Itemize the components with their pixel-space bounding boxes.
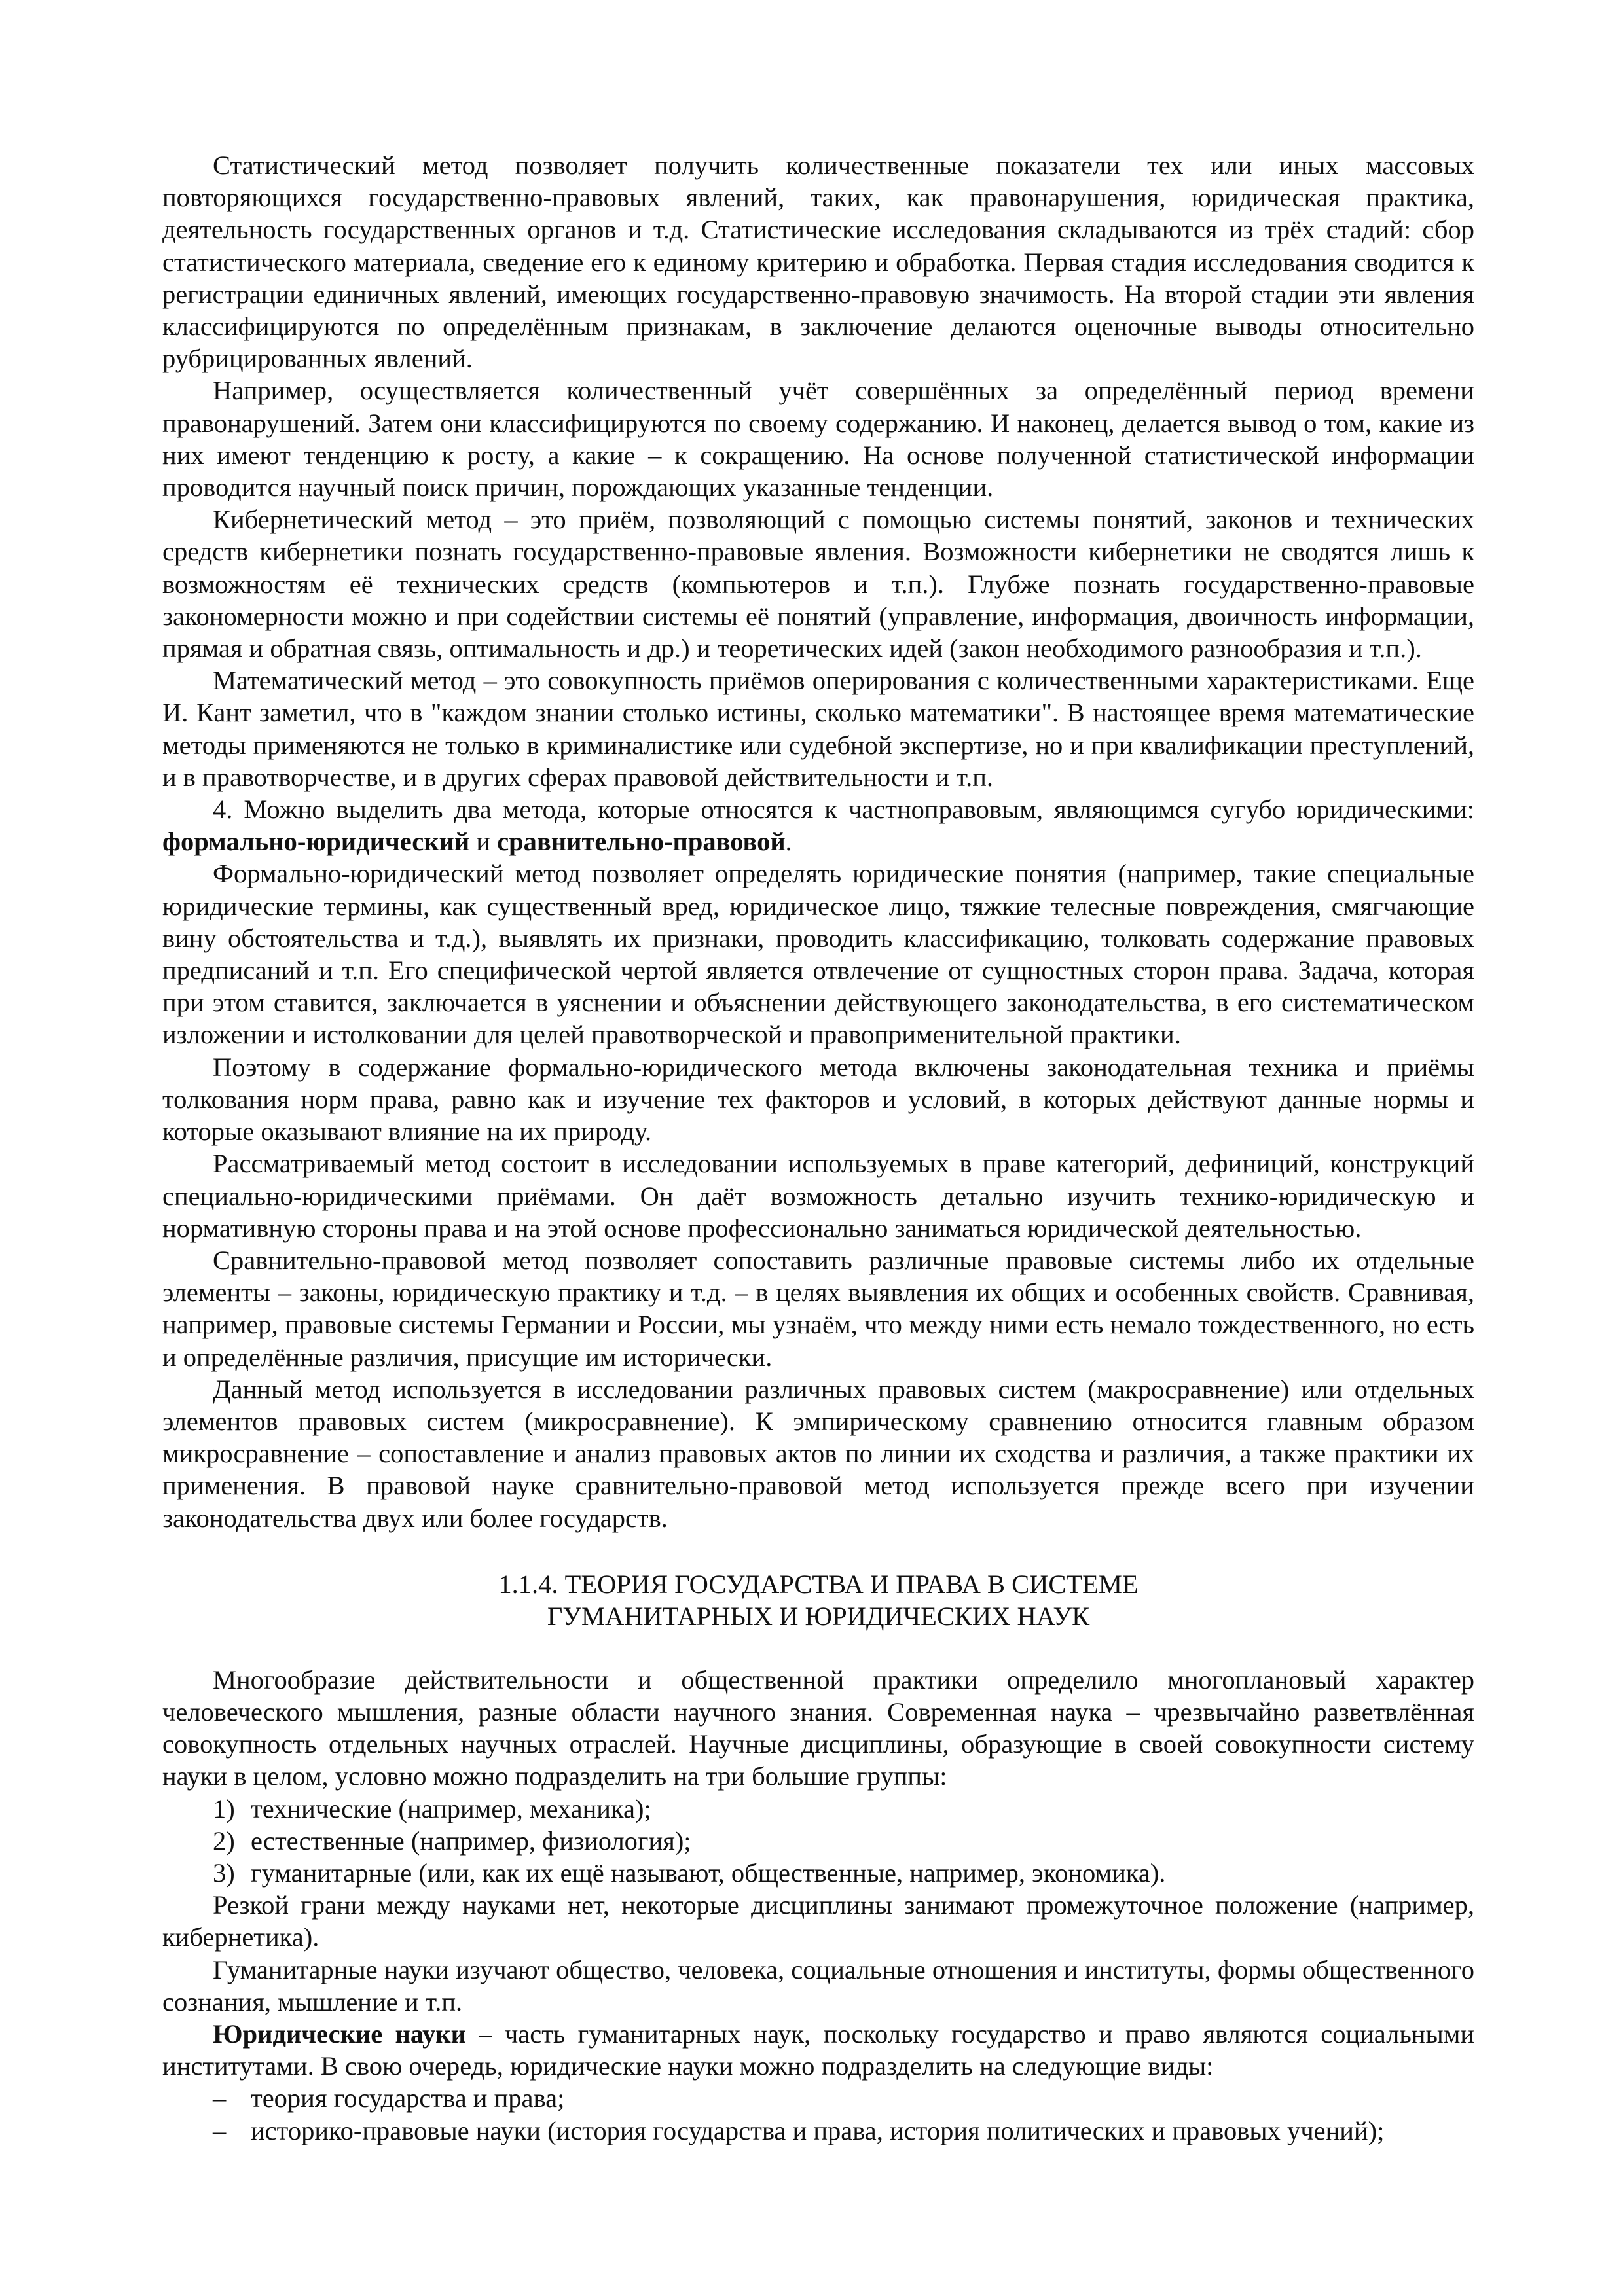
list-marker: 2) (213, 1825, 235, 1856)
legal-sciences-term: Юридические науки (213, 2018, 466, 2049)
paragraph-formal-legal-content: Поэтому в содержание формально-юридического метода включены законодательная техника и приёмы толкования норм права, равно как и изучение тех факторов и условий, в которых действуют данные нормы и которые оказывают влияние на их природу. (162, 1052, 1474, 1147)
paragraph-no-sharp-boundary: Резкой грани между науками нет, некоторые дисциплины занимают промежуточное положение (например, кибернетика). (162, 1890, 1474, 1952)
paragraph-point-4 (162, 793, 1474, 857)
point4-conjunction: и (469, 827, 498, 857)
list-item (162, 1793, 1474, 1825)
list-marker: – (213, 2083, 227, 2113)
point4-method-formal: формально-юридический (162, 827, 470, 857)
point4-method-comparative: сравнительно-правовой (497, 827, 786, 857)
section-heading (162, 1568, 1474, 1632)
paragraph-statistical-method: Статистический метод позволяет получить количественные показатели тех или иных массовых повторяющихся государственно-правовых явлений, таких, как правонарушения, юридическая практика, деятельность государственных органов и т.д. Статистические исследования складываются из трёх стадий: сбор статистического материала, сведение его к единому критерию и обработка. Первая стадия исследования сводится к регистрации единичных явлений, имеющих государственно-правовую значимость. На второй стадии эти явления классифицируются по определённым признакам, в заключение делаются оценочные выводы относительно рубрицированных явлений. (162, 151, 1474, 374)
paragraph-comparative-method: Сравнительно-правовой метод позволяет сопоставить различные правовые системы либо их отдельные элементы – законы, юридическую практику и т.д. – в целях выявления их общих и особенных свойств. Сравнивая, например, правовые системы Германии и России, мы узнаём, что между ними есть немало тождественного, но есть и определённые различия, присущие им исторически. (162, 1245, 1474, 1372)
point4-lead: 4. Можно выделить два метода, которые относятся к частноправовым, являющимся сугубо юридическими: (213, 795, 1474, 825)
legal-sciences-rest: – часть гуманитарных наук, поскольку государство и право являются социальными институтами. В свою очередь, юридические науки можно подразделить на следующие виды: (162, 2018, 1474, 2081)
paragraph-formal-legal-method: Формально-юридический метод позволяет определять юридические понятия (например, такие специальные юридические термины, как существенный вред, юридическое лицо, тяжкие телесные повреждения, смягчающие вину обстоятельства и т.д.), выявлять их признаки, проводить классификацию, толковать содержание правовых предписаний и т.п. Его специфической чертой является отвлечение от сущностных сторон права. Задача, которая при этом ставится, заключается в уяснении и объяснении действующего законодательства, в его систематическом изложении и истолковании для целей правотворческой и правоприменительной практики. (162, 859, 1474, 1050)
paragraph-cybernetic-method: Кибернетический метод – это приём, позволяющий с помощью системы понятий, законов и технических средств кибернетики познать государственно-правовые явления. Возможности кибернетики не сводятся лишь к возможностям её технических средств (компьютеров и т.п.). Глубже познать государственно-правовые закономерности можно и при содействии системы её понятий (управление, информация, двоичность информации, прямая и обратная связь, оптимальность и др.) и теоретических идей (закон необходимого разнообразия и т.п.). (162, 505, 1474, 664)
list-item (162, 2082, 1474, 2114)
list-item-text: историко-правовые науки (история государства и права, история политических и правовых учений); (251, 2115, 1385, 2145)
paragraph-section-intro: Многообразие действительности и общественной практики определило многоплановый характер человеческого мышления, разные области научного знания. Современная наука – чрезвычайно разветвлённая совокупность отдельных научных отраслей. Научные дисциплины, образующие в своей совокупности систему науки в целом, условно можно подразделить на три большие группы: (162, 1664, 1474, 1791)
section-heading-line-2: ГУМАНИТАРНЫХ И ЮРИДИЧЕСКИХ НАУК (547, 1601, 1090, 1631)
list-marker: 3) (213, 1857, 235, 1888)
list-item (162, 2115, 1474, 2147)
list-item-text: гуманитарные (или, как их ещё называют, общественные, например, экономика). (251, 1857, 1166, 1888)
list-item (162, 1857, 1474, 1889)
paragraph-mathematical-method: Математический метод – это совокупность приёмов оперирования с количественными характеристиками. Еще И. Кант заметил, что в "каждом знании столько истины, сколько математики". В настоящее время математические методы применяются не только в криминалистике или судебной экспертизе, но и при квалификации преступлений, и в правотворчестве, и в других сферах правовой действительности и т.п. (162, 666, 1474, 792)
list-item (162, 1825, 1474, 1857)
paragraph-humanities: Гуманитарные науки изучают общество, человека, социальные отношения и институты, формы общественного сознания, мышление и т.п. (162, 1954, 1474, 2017)
document-page (162, 149, 1474, 2147)
point4-end: . (785, 827, 792, 857)
list-item-text: технические (например, механика); (251, 1793, 651, 1823)
paragraph-statistics-example: Например, осуществляется количественный учёт совершённых за определённый период времени правонарушений. Затем они классифицируются по своему содержанию. И наконец, делается вывод о том, какие из них имеют тенденцию к росту, а какие – к сокращению. На основе полученной статистической информации проводится научный поиск причин, порождающих указанные тенденции. (162, 376, 1474, 503)
paragraph-macro-micro-comparison: Данный метод используется в исследовании различных правовых систем (макросравнение) или отдельных элементов правовых систем (микросравнение). К эмпирическому сравнению относится главным образом микросравнение – сопоставление и анализ правовых актов по линии их сходства и различия, а также практики их применения. В правовой науке сравнительно-правовой метод используется прежде всего при изучении законодательства двух или более государств. (162, 1374, 1474, 1533)
section-heading-line-1: 1.1.4. ТЕОРИЯ ГОСУДАРСТВА И ПРАВА В СИСТЕМЕ (498, 1569, 1139, 1599)
list-marker: 1) (213, 1793, 235, 1823)
paragraph-method-research: Рассматриваемый метод состоит в исследовании используемых в праве категорий, дефиниций, конструкций специально-юридическими приёмами. Он даёт возможность детально изучить технико-юридическую и нормативную стороны права и на этой основе профессионально заниматься юридической деятельностью. (162, 1149, 1474, 1243)
list-item-text: естественные (например, физиология); (251, 1825, 691, 1856)
list-marker: – (213, 2115, 227, 2145)
paragraph-legal-sciences (162, 2018, 1474, 2082)
list-item-text: теория государства и права; (251, 2083, 565, 2113)
